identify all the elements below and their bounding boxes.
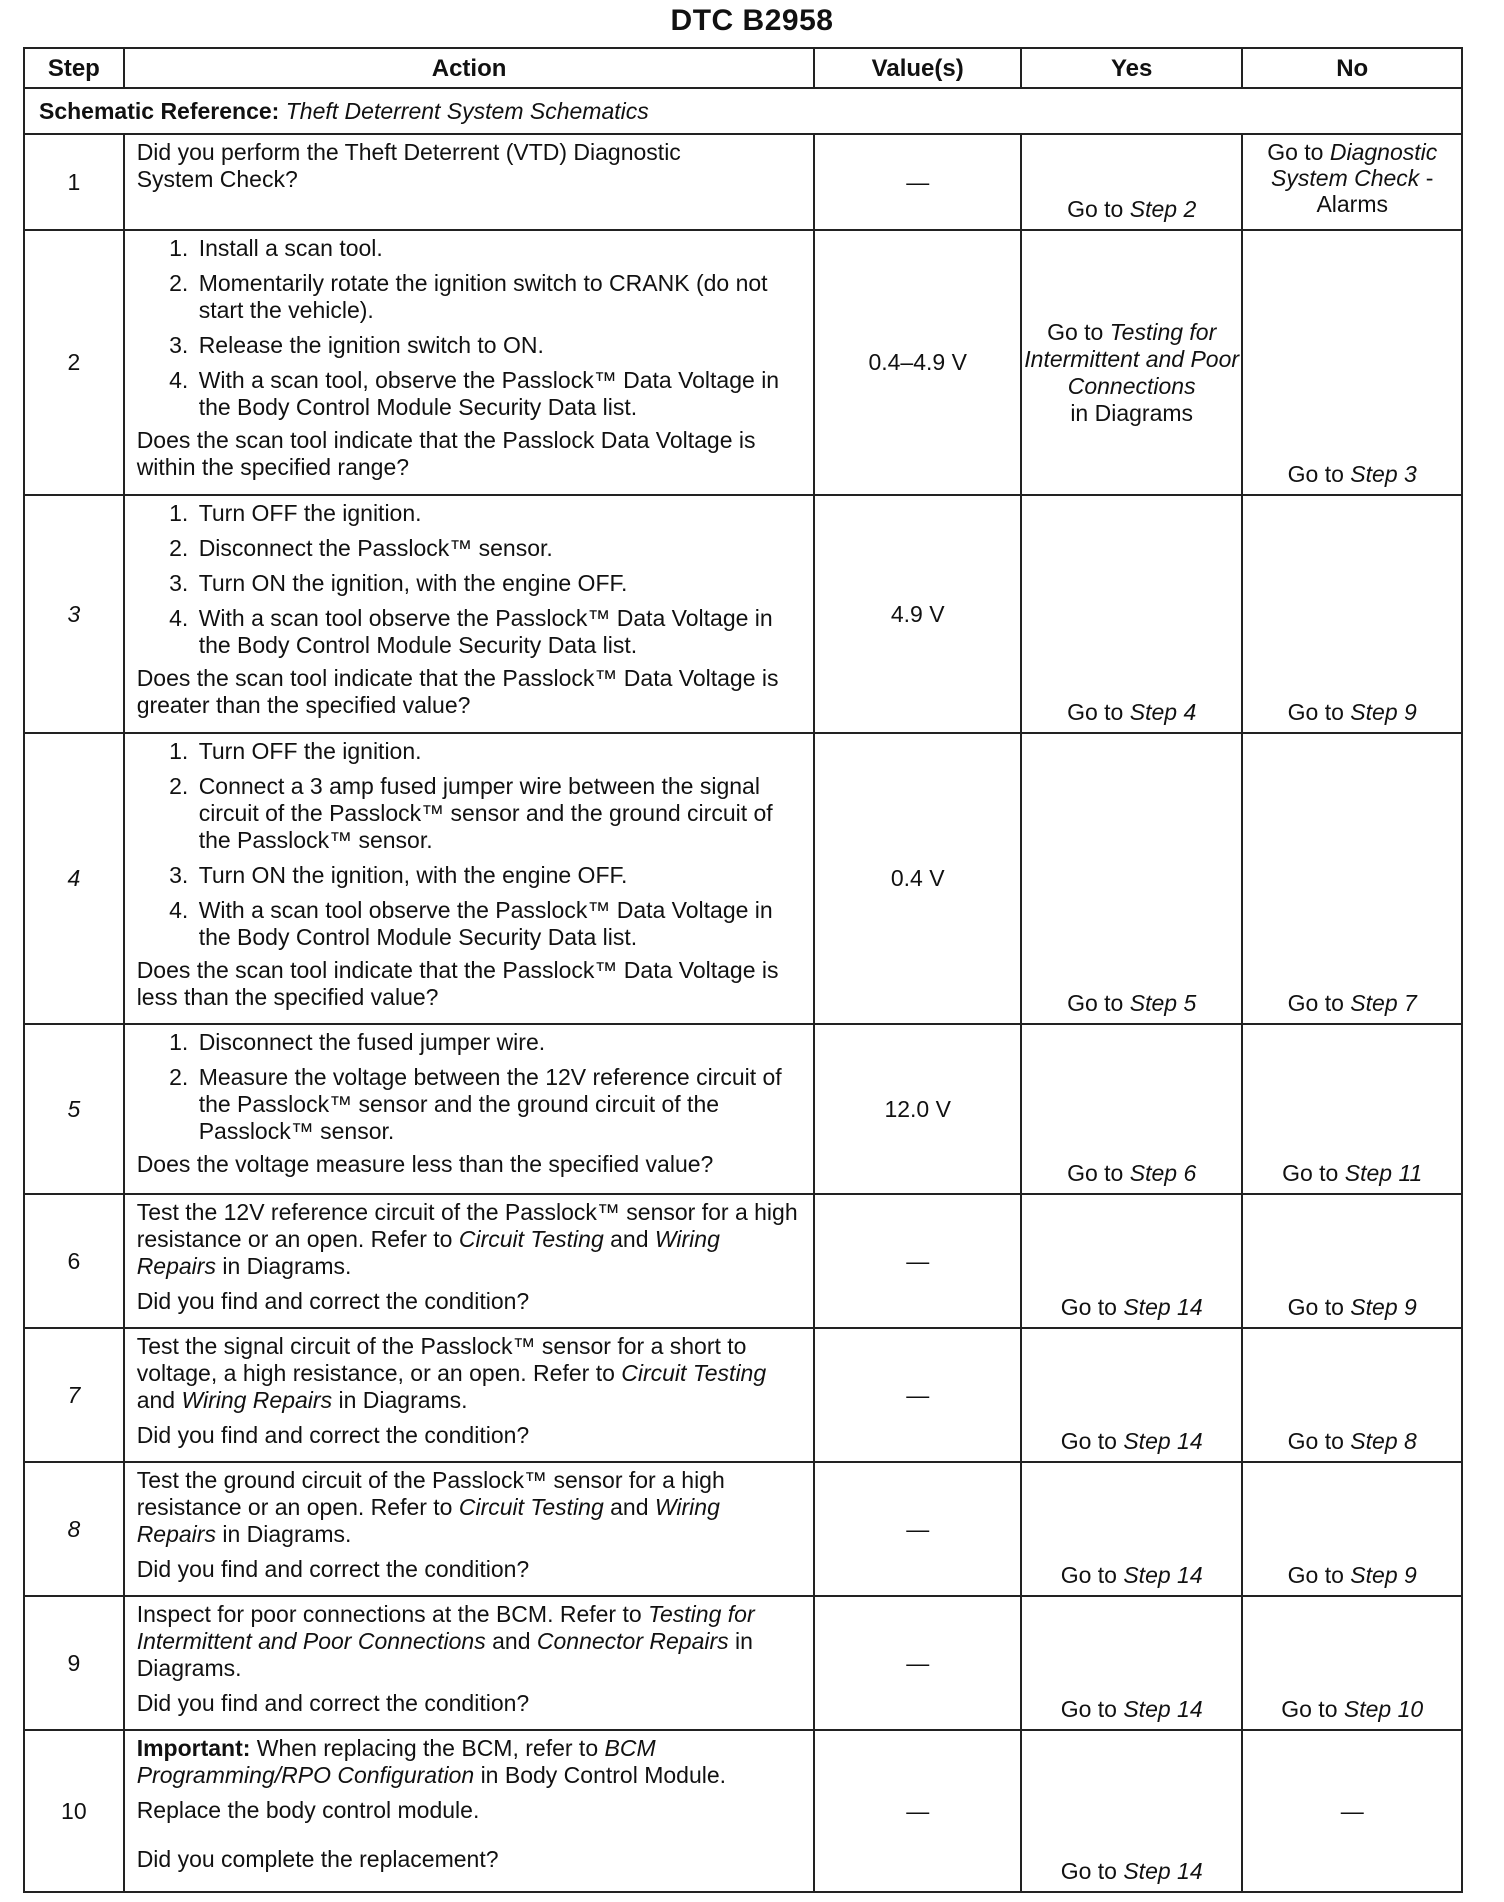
schematic-label: Schematic Reference: <box>39 97 280 124</box>
step-number: 3 <box>24 495 124 733</box>
action-cell <box>124 1462 815 1596</box>
yes-cell <box>1021 1730 1243 1892</box>
reference-link[interactable]: Wiring Repairs <box>181 1387 333 1413</box>
yes-cell <box>1021 733 1243 1024</box>
no-link[interactable]: Step 3 <box>1350 461 1417 487</box>
procedure-list <box>137 738 804 951</box>
action-cell <box>124 733 815 1024</box>
question: Did you complete the replacement? <box>136 1846 499 1872</box>
value-cell: — <box>814 1730 1020 1892</box>
goto-prefix: Go to <box>1060 1696 1117 1722</box>
list-item: 1. Turn OFF the ignition. <box>195 738 804 765</box>
goto-prefix: Go to <box>1267 139 1324 165</box>
no-link[interactable]: Step 10 <box>1343 1696 1424 1722</box>
step-number: 1 <box>24 134 124 230</box>
no-cell <box>1242 495 1462 733</box>
value-cell: — <box>814 1596 1020 1730</box>
diagnostic-table <box>23 47 1463 1893</box>
step-number: 10 <box>24 1730 124 1892</box>
question: Did you find and correct the condition? <box>136 1556 530 1582</box>
question: Did you perform the Theft Deterrent (VTD) Diagnostic System Check? <box>136 139 681 192</box>
action-cell <box>124 495 815 733</box>
no-link[interactable]: Step 7 <box>1350 990 1417 1016</box>
schematic-link[interactable]: Theft Deterrent System Schematics <box>285 97 649 124</box>
goto-prefix: Go to <box>1067 990 1124 1016</box>
yes-cell <box>1021 1024 1243 1194</box>
instruction-tail: in Diagrams. <box>222 1521 352 1547</box>
instruction-text <box>137 1199 804 1280</box>
schematic-reference <box>24 88 1462 134</box>
no-cell <box>1242 1024 1462 1194</box>
header-row <box>24 48 1462 88</box>
no-cell <box>1242 1596 1462 1730</box>
no-link[interactable]: Diagnostic System Check <box>1271 139 1438 191</box>
yes-cell <box>1021 1328 1243 1462</box>
goto-prefix: Go to <box>1047 318 1104 345</box>
list-item: 3. Turn ON the ignition, with the engine OFF. <box>195 862 804 889</box>
yes-cell <box>1021 1194 1243 1328</box>
list-item: 1. Install a scan tool. <box>195 235 804 262</box>
goto-prefix: Go to <box>1287 1294 1344 1320</box>
step-number: 7 <box>24 1328 124 1462</box>
reference-link[interactable]: Circuit Testing <box>458 1226 604 1252</box>
step-number: 4 <box>24 733 124 1024</box>
value-cell: — <box>814 1194 1020 1328</box>
important-text: When replacing the BCM, refer to <box>256 1735 599 1761</box>
action-cell <box>124 230 815 495</box>
question: Does the scan tool indicate that the Passlock™ Data Voltage is greater than the specified value? <box>136 665 779 718</box>
table-row <box>24 1194 1462 1328</box>
yes-link[interactable]: Step 14 <box>1123 1294 1203 1320</box>
list-item: 4. With a scan tool observe the Passlock™ Data Voltage in the Body Control Module Security Data list. <box>195 605 804 659</box>
table-row <box>24 230 1462 495</box>
value-cell: 12.0 V <box>814 1024 1020 1194</box>
question: Does the scan tool indicate that the Passlock™ Data Voltage is less than the specified value? <box>136 957 779 1010</box>
list-item: 4. With a scan tool, observe the Passlock™ Data Voltage in the Body Control Module Security Data list. <box>195 367 804 421</box>
header-no: No <box>1242 48 1462 88</box>
schematic-reference-row <box>24 88 1462 134</box>
reference-link[interactable]: Connector Repairs <box>536 1628 729 1654</box>
action-cell <box>124 1328 815 1462</box>
reference-link[interactable]: Circuit Testing <box>621 1360 767 1386</box>
action-cell <box>124 1596 815 1730</box>
goto-prefix: Go to <box>1067 699 1124 725</box>
question: Does the voltage measure less than the specified value? <box>136 1151 714 1177</box>
important-note <box>137 1735 804 1789</box>
no-cell <box>1242 1462 1462 1596</box>
instruction-tail: in Diagrams. <box>222 1253 352 1279</box>
yes-link[interactable]: Step 14 <box>1123 1562 1203 1588</box>
list-item: 4. With a scan tool observe the Passlock™ Data Voltage in the Body Control Module Security Data list. <box>195 897 804 951</box>
header-step: Step <box>24 48 124 88</box>
conjunction: and <box>492 1628 531 1654</box>
important-label: Important: <box>136 1735 251 1761</box>
step-number: 9 <box>24 1596 124 1730</box>
list-item: 2. Connect a 3 amp fused jumper wire between the signal circuit of the Passlock™ sensor and the ground circuit of the Passlock™ sensor. <box>195 773 804 854</box>
table-row <box>24 1596 1462 1730</box>
document-title: DTC B2958 <box>670 4 834 37</box>
question: Did you find and correct the condition? <box>136 1422 530 1448</box>
no-cell <box>1242 230 1462 495</box>
yes-link[interactable]: Testing for Intermittent and Poor Connections <box>1024 318 1240 399</box>
reference-link[interactable]: BCM Programming/RPO Configuration <box>136 1735 656 1788</box>
no-cell <box>1242 1194 1462 1328</box>
question: Does the scan tool indicate that the Passlock Data Voltage is within the specified range? <box>136 427 756 480</box>
yes-link[interactable]: Step 14 <box>1123 1696 1203 1722</box>
value-cell: — <box>814 1328 1020 1462</box>
important-tail: in Body Control Module. <box>480 1762 727 1788</box>
goto-prefix: Go to <box>1282 1160 1339 1186</box>
value-cell: 0.4–4.9 V <box>814 230 1020 495</box>
instruction-text <box>137 1333 804 1414</box>
table-row <box>24 1730 1462 1892</box>
no-cell <box>1242 134 1462 230</box>
goto-prefix: Go to <box>1287 1562 1344 1588</box>
instruction-tail: in Diagrams. <box>136 1628 753 1681</box>
header-values: Value(s) <box>814 48 1020 88</box>
value-cell: 4.9 V <box>814 495 1020 733</box>
link-line2: Alarms <box>1316 191 1388 217</box>
step-number: 2 <box>24 230 124 495</box>
table-row <box>24 134 1462 230</box>
conjunction: and <box>610 1494 649 1520</box>
link-after: in Diagrams <box>1070 399 1194 426</box>
table-row <box>24 1024 1462 1194</box>
table-row <box>24 1328 1462 1462</box>
yes-cell <box>1021 134 1243 230</box>
instruction-lead: Test the 12V reference circuit of the Passlock™ sensor for a high resistance or an open. Refer to <box>136 1199 798 1252</box>
action-cell <box>124 134 815 230</box>
no-link[interactable]: Step 9 <box>1350 699 1417 725</box>
yes-cell <box>1021 495 1243 733</box>
header-yes: Yes <box>1021 48 1243 88</box>
no-cell: — <box>1242 1730 1462 1892</box>
list-item: 3. Release the ignition switch to ON. <box>195 332 804 359</box>
table-row <box>24 1462 1462 1596</box>
list-item: 3. Turn ON the ignition, with the engine OFF. <box>195 570 804 597</box>
question: Did you find and correct the condition? <box>136 1288 530 1314</box>
list-item: 2. Measure the voltage between the 12V reference circuit of the Passlock™ sensor and the ground circuit of the Passlock™ sensor. <box>195 1064 804 1145</box>
yes-cell <box>1021 1596 1243 1730</box>
procedure-list <box>137 1029 804 1145</box>
action-cell <box>124 1024 815 1194</box>
goto-prefix: Go to <box>1060 1428 1117 1454</box>
goto-prefix: Go to <box>1287 1428 1344 1454</box>
instruction-text: Replace the body control module. <box>136 1797 480 1823</box>
goto-prefix: Go to <box>1281 1696 1338 1722</box>
instruction-lead: Test the ground circuit of the Passlock™ sensor for a high resistance or an open. Refer to <box>136 1467 725 1520</box>
action-cell <box>124 1194 815 1328</box>
value-cell: 0.4 V <box>814 733 1020 1024</box>
list-item: 2. Momentarily rotate the ignition switch to CRANK (do not start the vehicle). <box>195 270 804 324</box>
goto-prefix: Go to <box>1067 196 1124 222</box>
no-cell <box>1242 733 1462 1024</box>
yes-cell <box>1021 1462 1243 1596</box>
procedure-list <box>137 235 804 421</box>
value-cell: — <box>814 1462 1020 1596</box>
yes-link[interactable]: Step 2 <box>1129 196 1197 222</box>
reference-link[interactable]: Wiring Repairs <box>136 1226 720 1279</box>
procedure-list <box>137 500 804 659</box>
instruction-text <box>137 1467 804 1548</box>
step-number: 8 <box>24 1462 124 1596</box>
goto-prefix: Go to <box>1060 1294 1117 1320</box>
yes-link[interactable]: Step 14 <box>1123 1428 1203 1454</box>
goto-prefix: Go to <box>1287 699 1344 725</box>
no-link[interactable]: Step 11 <box>1344 1160 1423 1186</box>
table-row <box>24 733 1462 1024</box>
yes-link[interactable]: Step 14 <box>1123 1858 1203 1884</box>
instruction-tail: in Diagrams. <box>338 1387 468 1413</box>
instruction-text <box>137 1601 804 1682</box>
action-cell <box>124 1730 815 1892</box>
goto-prefix: Go to <box>1287 461 1344 487</box>
goto-prefix: Go to <box>1287 990 1344 1016</box>
reference-link[interactable]: Wiring Repairs <box>136 1494 720 1547</box>
yes-link[interactable]: Step 5 <box>1129 990 1197 1016</box>
step-number: 6 <box>24 1194 124 1328</box>
instruction-lead: Test the signal circuit of the Passlock™ sensor for a short to voltage, a high resistance, or an open. Refer to <box>136 1333 747 1386</box>
conjunction: and <box>136 1387 176 1413</box>
goto-prefix: Go to <box>1067 1160 1124 1186</box>
yes-link[interactable]: Step 6 <box>1129 1160 1197 1186</box>
no-link[interactable]: Step 9 <box>1350 1294 1417 1320</box>
conjunction: and <box>610 1226 649 1252</box>
yes-link[interactable]: Step 4 <box>1129 699 1197 725</box>
instruction-lead: Inspect for poor connections at the BCM. Refer to <box>136 1601 642 1627</box>
goto-prefix: Go to <box>1060 1858 1117 1884</box>
list-item: 2. Disconnect the Passlock™ sensor. <box>195 535 804 562</box>
list-item: 1. Turn OFF the ignition. <box>195 500 804 527</box>
no-link[interactable]: Step 8 <box>1350 1428 1417 1454</box>
link-suffix: - <box>1419 165 1434 191</box>
value-cell: — <box>814 134 1020 230</box>
question: Did you find and correct the condition? <box>136 1690 530 1716</box>
no-link[interactable]: Step 9 <box>1350 1562 1417 1588</box>
no-cell <box>1242 1328 1462 1462</box>
yes-cell <box>1021 230 1243 495</box>
list-item: 1. Disconnect the fused jumper wire. <box>195 1029 804 1056</box>
goto-prefix: Go to <box>1060 1562 1117 1588</box>
header-action: Action <box>124 48 815 88</box>
table-row <box>24 495 1462 733</box>
reference-link[interactable]: Testing for Intermittent and Poor Connections <box>136 1601 755 1654</box>
step-number: 5 <box>24 1024 124 1194</box>
reference-link[interactable]: Circuit Testing <box>458 1494 604 1520</box>
